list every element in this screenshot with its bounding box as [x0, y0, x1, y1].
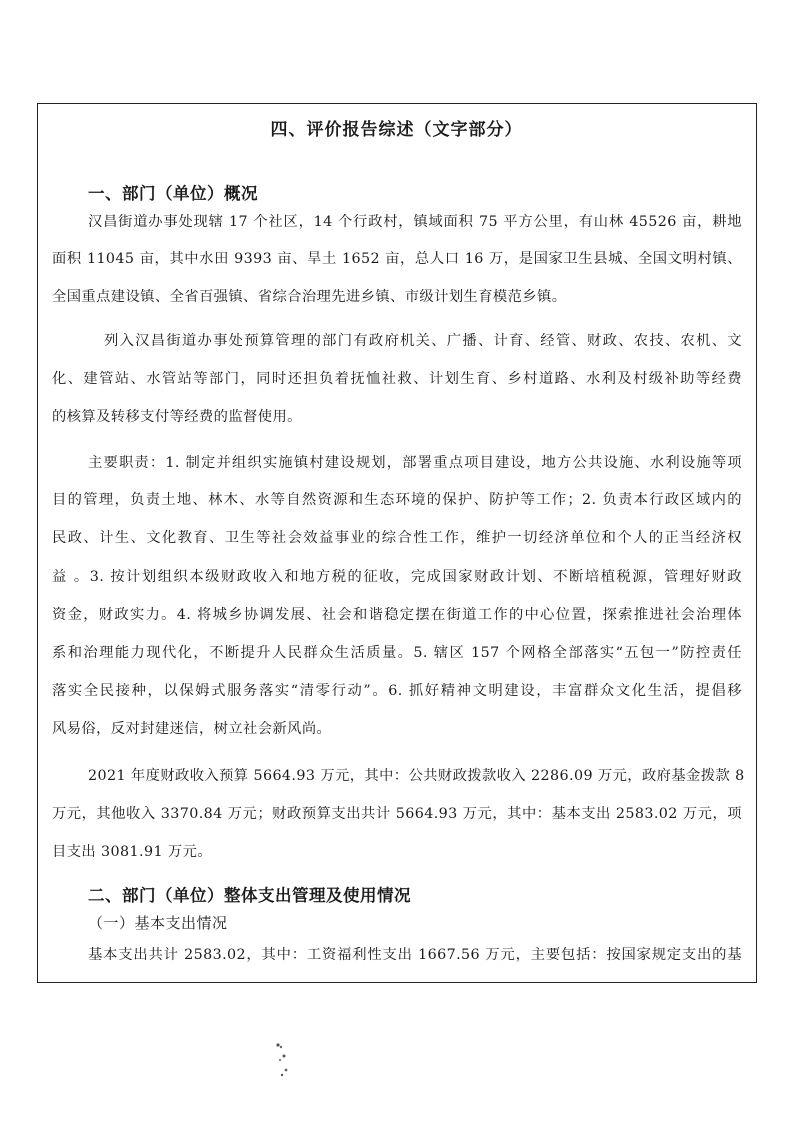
- paragraph-line: 目支出 3081.91 万元。: [52, 844, 212, 860]
- paragraph-line: 资金，财政实力。4. 将城乡协调发展、社会和谐稳定摆在街道工作的中心位置，探索推进社会治理体: [52, 607, 742, 623]
- section-1-heading: 一、部门（单位）概况: [88, 184, 258, 203]
- paragraph-line: 全国重点建设镇、全省百强镇、省综合治理先进乡镇、市级计划生育模范乡镇。: [52, 289, 567, 305]
- paragraph-line: 系和治理能力现代化，不断提升人民群众生活质量。5. 辖区 157 个网格全部落实“五包一”防控责任: [52, 645, 742, 661]
- paragraph-line: 的核算及转移支付等经费的监督使用。: [52, 409, 302, 425]
- paragraph-line: 主要职责：1. 制定并组织实施镇村建设规划，部署重点项目建设，地方公共设施、水利设施等项: [88, 455, 742, 471]
- paragraph-line: 落实全民接种，以保姆式服务落实“清零行动”。6. 抓好精神文明建设，丰富群众文化生活，提倡移: [52, 683, 742, 699]
- paragraph-line: 2021 年度财政收入预算 5664.93 万元，其中：公共财政拨款收入 2286.09 万元，政府基金拨款 8: [88, 768, 745, 784]
- scan-artifact-marks: [270, 1040, 300, 1080]
- paragraph-line: 列入汉昌街道办事处预算管理的部门有政府机关、广播、计育、经管、财政、农技、农机、文: [104, 333, 742, 349]
- paragraph-line: 益 。3. 按计划组织本级财政收入和地方税的征收，完成国家财政计划、不断培植税源，管理好财政: [52, 569, 742, 585]
- paragraph-line: 汉昌街道办事处现辖 17 个社区，14 个行政村，镇域面积 75 平方公里，有山林 45526 亩，耕地: [88, 214, 742, 230]
- paragraph-line: 民政、计生、文化教育、卫生等社会效益事业的综合性工作，维护一切经济单位和个人的正当经济权: [52, 530, 742, 546]
- paragraph-line: 面积 11045 亩，其中水田 9393 亩、旱土 1652 亩，总人口 16 万，是国家卫生县城、全国文明村镇、: [52, 251, 742, 267]
- paragraph-line: 化、建管站、水管站等部门，同时还担负着抚恤社救、计划生育、乡村道路、水利及村级补助等经费: [52, 371, 742, 387]
- document-title: 四、评价报告综述（文字部分）: [270, 120, 523, 140]
- paragraph-line: 目的管理，负责土地、林木、水等自然资源和生态环境的保护、防护等工作；2. 负责本行政区域内的: [52, 492, 742, 508]
- paragraph-line: 风易俗，反对封建迷信，树立社会新风尚。: [52, 721, 332, 737]
- paragraph-line: 万元，其他收入 3370.84 万元；财政预算支出共计 5664.93 万元，其中：基本支出 2583.02 万元，项: [52, 806, 742, 822]
- paragraph-line: 基本支出共计 2583.02，其中：工资福利性支出 1667.56 万元，主要包括：按国家规定支出的基: [88, 947, 742, 963]
- section-2-heading: 二、部门（单位）整体支出管理及使用情况: [88, 886, 411, 905]
- section-2-subheading: （一）基本支出情况: [88, 914, 228, 932]
